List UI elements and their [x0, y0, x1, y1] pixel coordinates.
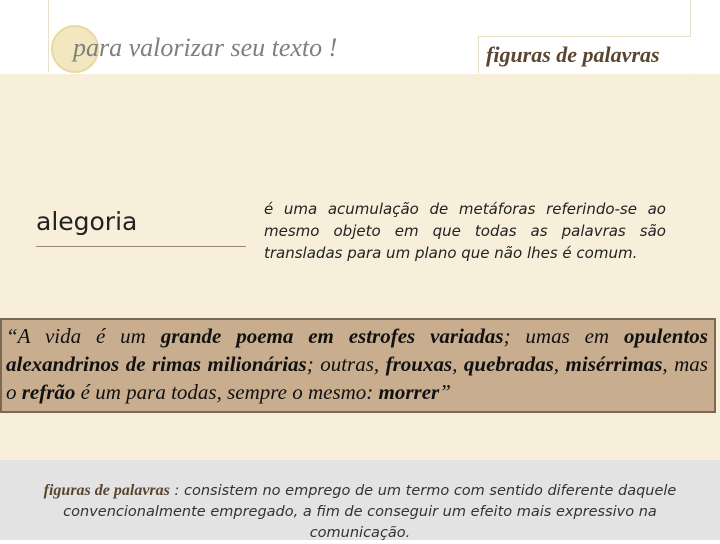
term-underline: [36, 246, 246, 247]
quote-segment: “A vida é um: [6, 324, 161, 348]
quote-emphasis: morrer: [378, 380, 440, 404]
section-label: figuras de palavras: [486, 42, 660, 67]
quote-emphasis: refrão: [21, 380, 76, 404]
slide-title: para valorizar seu texto !: [73, 33, 338, 62]
term-definition: é uma acumulação de metáforas referindo-se ao mesmo objeto em que todas as palavras são transladas para um plano que não lhes é comum.: [264, 200, 666, 262]
quote-emphasis: grande poema em estrofes variadas: [160, 324, 504, 348]
header-divider-left: [48, 0, 49, 72]
quote-emphasis: misérrimas: [565, 352, 663, 376]
term-heading: alegoria: [36, 207, 138, 236]
quote-segment: ”: [439, 380, 451, 404]
quote-segment: ; umas em: [503, 324, 624, 348]
footer-description: consistem no emprego de um termo com sentido diferente daquele convencionalmente empregado, a fim de conseguir um efeito mais expressivo na comunicação.: [63, 483, 677, 541]
footer-term: figuras de palavras: [43, 482, 170, 499]
quote-segment: ,: [553, 352, 566, 376]
quote-emphasis: frouxas: [385, 352, 453, 376]
quote-segment: é um para todas, sempre o mesmo:: [75, 380, 379, 404]
example-quote: [6, 322, 708, 406]
footer-note: [12, 480, 708, 544]
footer-separator: :: [169, 483, 184, 499]
quote-segment: ; outras,: [306, 352, 386, 376]
quote-segment: ,: [452, 352, 464, 376]
quote-segment: , mas o: [6, 352, 708, 404]
quote-emphasis: quebradas: [463, 352, 554, 376]
quote-emphasis: opulentos alexandrinos de rimas milionárias: [6, 324, 708, 376]
